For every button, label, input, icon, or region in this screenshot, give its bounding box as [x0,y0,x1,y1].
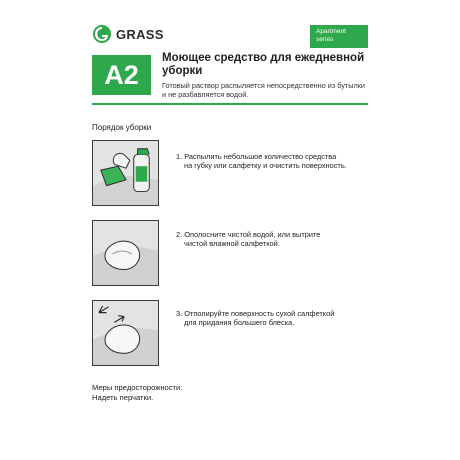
step-3-line-1: 3. Отполируйте поверхность сухой салфеткой [176,309,335,318]
polishing-cloth-icon [93,301,158,365]
step-2-text [176,230,366,249]
step-2-line-1: 2. Ополосните чистой водой, или вытрите [176,230,321,239]
step-1-line-1: 1. Распылить небольшое количество средства [176,152,337,161]
series-badge [310,25,368,48]
subtitle-line-1: Готовый раствор распыляется непосредственно из бутылки [162,81,365,90]
step-3-line-2: для придания большего блеска. [184,318,295,328]
title-line-2: уборки [162,65,203,77]
title-line-1: Моющее средство для ежедневной [162,52,365,64]
step-2-illustration [92,220,159,286]
subtitle-line-2: и не разбавляется водой. [162,90,249,99]
step-3-text [176,309,366,328]
series-line-1: Apartment [316,28,346,35]
brand-name: GRASS [116,26,164,42]
grass-logo-icon [92,24,112,44]
caution-note [92,383,182,402]
caution-heading: Меры предосторожности: [92,383,183,392]
header-divider [92,103,368,105]
product-code-box: A2 [92,55,151,95]
step-2-line-2: чистой влажной салфеткой. [184,239,280,249]
brand-logo [92,24,164,44]
step-1-line-2: на губку или салфетку и очистить поверхность. [184,161,347,171]
caution-text: Надеть перчатки. [92,392,154,402]
product-subtitle [162,81,372,99]
step-1-illustration [92,140,159,206]
step-3-illustration [92,300,159,366]
spray-bottle-icon [93,141,158,205]
product-title [162,52,372,78]
step-1-text [176,152,366,171]
section-title: Порядок уборки [92,123,152,132]
wiping-cloth-icon [93,221,158,285]
series-line-2: series [316,36,334,43]
